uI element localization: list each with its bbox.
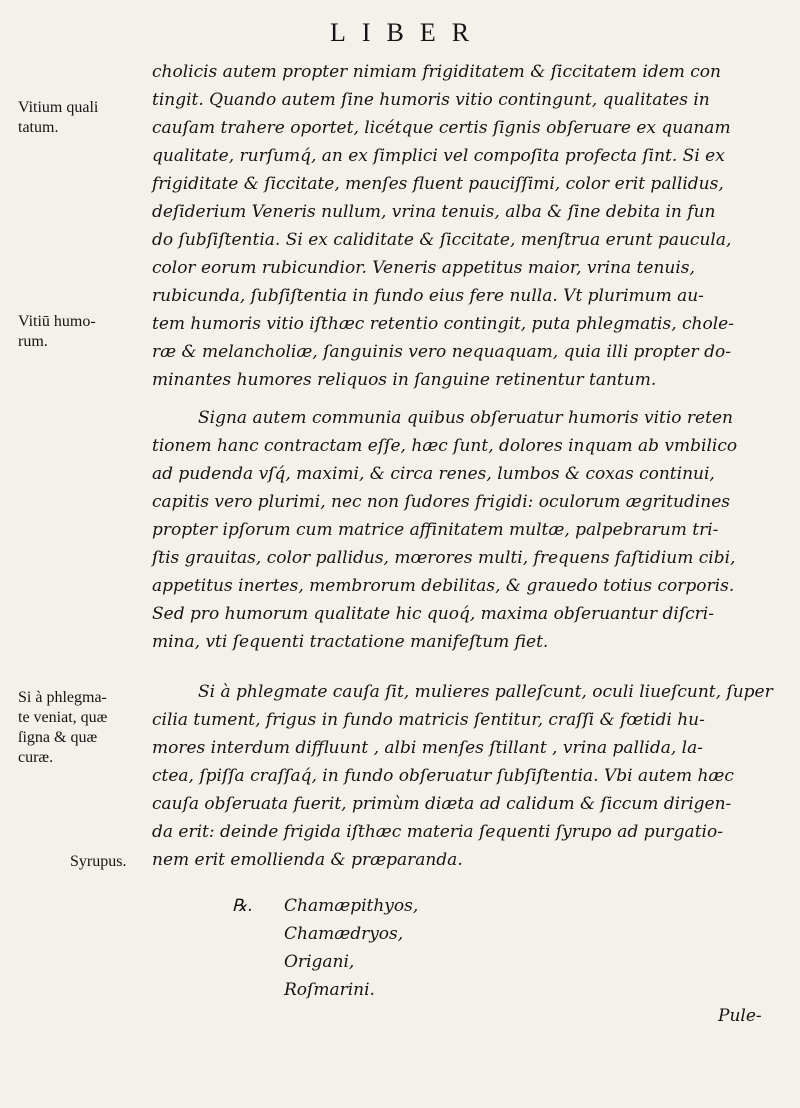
recipe-symbol: ℞. [232,896,253,916]
text-line: Si à phlegmate cauſa ſit, mulieres palleſcunt, oculi liueſcunt, ſuper [198,682,773,702]
margin-note-vitium-qualitatum [18,98,158,138]
text-line: minantes humores reliquos in ſanguine retinentur tantum. [152,370,657,390]
margin-note-vitium-humorum [18,312,158,352]
text-line: cholicis autem propter nimiam frigiditatem & ſiccitatem idem con [152,62,721,82]
text-line: cauſa obſeruata fuerit, primùm diæta ad calidum & ſiccum dirigen- [152,794,732,814]
catchword: Pule- [718,1006,762,1026]
text-line: propter ipſorum cum matrice affinitatem multæ, palpebrarum tri- [152,520,719,540]
text-line: qualitate, rurſumq́, an ex ſimplici vel compoſita profecta ſint. Si ex [152,146,725,166]
margin-note-line: Vitium quali [18,99,99,116]
text-line: ræ & melancholiæ, ſanguinis vero nequaquam, quia illi propter do- [152,342,731,362]
text-line: do ſubſiſtentia. Si ex caliditate & ſiccitate, menſtrua erunt paucula, [152,230,732,250]
text-line: color eorum rubicundior. Veneris appetitus maior, vrina tenuis, [152,258,695,278]
text-line: ad pudenda vſq́, maximi, & circa renes, lumbos & coxas continui, [152,464,715,484]
text-line: capitis vero plurimi, nec non ſudores frigidi: oculorum ægritudines [152,492,730,512]
margin-note-line: Si à phlegma- [18,689,107,706]
text-line: Signa autem communia quibus obſeruatur humoris vitio reten [198,408,733,428]
text-line: Sed pro humorum qualitate hic quoq́, maxima obſeruantur diſcri- [152,604,714,624]
text-line: nem erit emollienda & præparanda. [152,850,463,870]
text-line: deſiderium Veneris nullum, vrina tenuis, alba & ſine debita in fun [152,202,716,222]
margin-note-line: tatum. [18,119,59,136]
recipe-item: Origani, [284,952,355,972]
text-line: appetitus inertes, membrorum debilitas, & grauedo totius corporis. [152,576,735,596]
text-line: cauſam trahere oportet, licétque certis ſignis obſeruare ex quanam [152,118,731,138]
text-line: ctea, ſpiſſa craſſaq́, in fundo obſeruatur ſubſiſtentia. Vbi autem hæc [152,766,734,786]
running-head: LIBER [330,18,486,47]
text-line: cilia tument, frigus in fundo matricis ſentitur, craſſi & fœtidi hu- [152,710,705,730]
margin-note-line: te veniat, quæ [18,709,108,726]
text-line: da erit: deinde frigida iſthæc materia ſequenti ſyrupo ad purgatio- [152,822,723,842]
text-line: frigiditate & ſiccitate, menſes fluent pauciſſimi, color erit pallidus, [152,174,724,194]
recipe-item: Roſmarini. [284,980,375,1000]
text-line: mina, vti ſequenti tractatione manifeſtum fiet. [152,632,549,652]
text-line: mores interdum diffluunt , albi menſes ſtillant , vrina pallida, la- [152,738,703,758]
text-line: tionem hanc contractam eſſe, hæc ſunt, dolores inquam ab vmbilico [152,436,738,456]
margin-note-line: Vitiū humo- [18,313,96,330]
text-line: rubicunda, ſubſiſtentia in fundo eius fere nulla. Vt plurimum au- [152,286,704,306]
margin-note-si-a-phlegmate [18,688,158,768]
margin-note-line: curæ. [18,749,54,766]
recipe-item: Chamæpithyos, [284,896,419,916]
text-line: ſtis grauitas, color pallidus, mœrores multi, frequens faſtidium cibi, [152,548,736,568]
text-line: tem humoris vitio iſthæc retentio contingit, puta phlegmatis, chole- [152,314,734,334]
margin-note-line: Syrupus. [70,853,127,870]
recipe-item: Chamædryos, [284,924,404,944]
text-line: tingit. Quando autem ſine humoris vitio contingunt, qualitates in [152,90,710,110]
margin-note-line: rum. [18,333,48,350]
margin-note-line: ſigna & quæ [18,729,98,746]
